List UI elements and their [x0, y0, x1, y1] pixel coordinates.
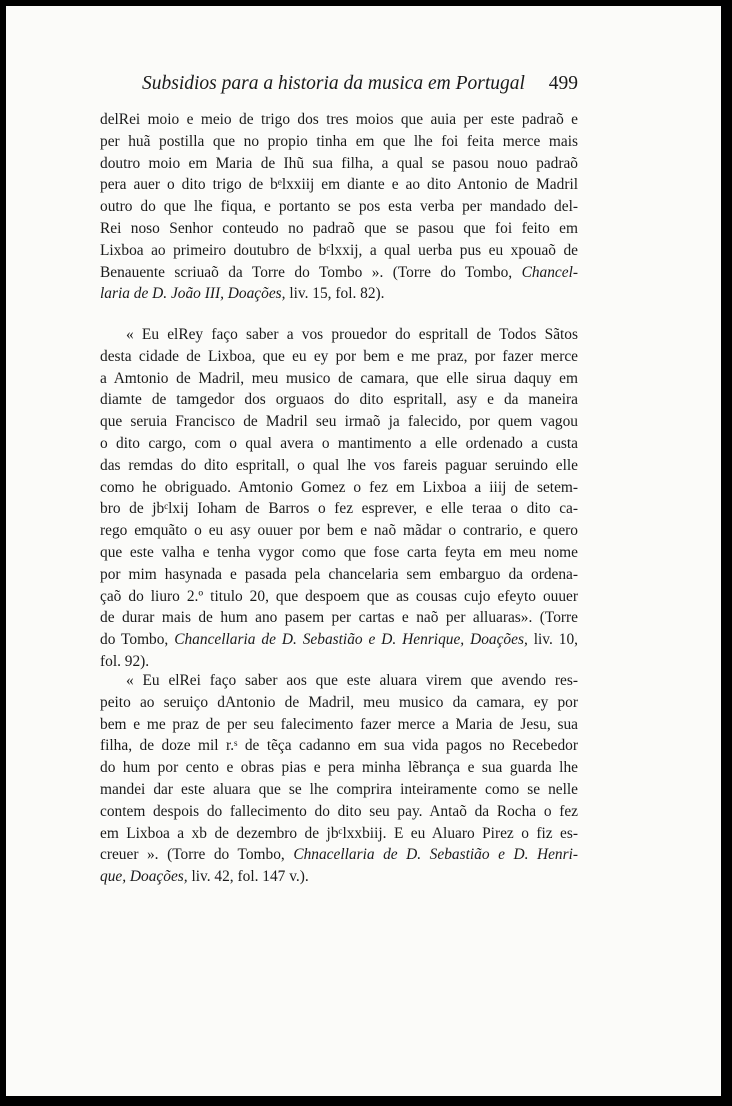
paragraph-3	[100, 670, 578, 888]
paragraph-1	[100, 109, 578, 305]
text-line: diamte de tamgedor dos orguaos do dito espritall, asy e da maneira	[100, 391, 578, 409]
text-line: a Amtonio de Madril, meu musico de camara, que elle sirua daquy em	[100, 369, 578, 387]
text-segment: liv. 10,	[527, 631, 578, 649]
running-head-title: Subsidios para a historia da musica em Portugal	[142, 73, 525, 94]
text-line: em Lixboa a xb de dezembro de jbᶜlxxbiij. E eu Aluaro Pirez o fiz es-	[100, 824, 578, 842]
text-line: como he obriguado. Amtonio Gomez o fez em Lixboa a iiij de setem-	[100, 478, 578, 496]
text-line: doutro moio em Maria de Ihũ sua filha, a qual se pasou nouo padraõ	[100, 154, 578, 172]
text-line: das remdas do dito espritall, o qual lhe vos fareis paguar seruindo elle	[100, 456, 578, 474]
paragraph-2	[100, 324, 578, 673]
italic-citation: Chnacellaria de D. Sebastião e D. Henri-	[293, 846, 578, 864]
text-line: que este valha e tenha vygor como que fose carta feyta em meu nome	[100, 543, 578, 561]
text-line: filha, de doze mil r.ˢ de tẽça cadanno em sua vida pagos no Recebedor	[100, 737, 578, 755]
text-segment: do Tombo,	[100, 631, 175, 649]
text-line: delRei moio e meio de trigo dos tres moios que auia per este padraõ e	[100, 111, 578, 128]
text-line	[100, 866, 578, 888]
text-line: rego emquãto o eu asy ouuer por bem e naõ mãdar o contrario, e quero	[100, 522, 578, 540]
text-line: « Eu elRey faço saber a vos prouedor do espritall de Todos Sãtos	[126, 326, 578, 343]
book-page	[6, 6, 721, 1096]
text-line: pera auer o dito trigo de bᵉlxxiij em diante e ao dito Antonio de Madril	[100, 176, 578, 194]
italic-citation: que, Doações,	[100, 868, 188, 886]
text-line	[100, 629, 578, 651]
text-line: do hum por cento e obras pias e pera minha lẽbrança e sua guarda lhe	[100, 759, 578, 777]
text-line: desta cidade de Lixboa, que eu ey por bem e me praz, por fazer merce	[100, 347, 578, 365]
text-line: mandei dar este aluara que se lhe comprira inteiramente como se nelle	[100, 780, 578, 798]
text-line: o dito cargo, com o qual avera o mantimento a elle ordenado a custa	[100, 434, 578, 452]
text-line: « Eu elRei faço saber aos que este aluara virem que avendo res-	[126, 672, 578, 689]
text-line: Lixboa ao primeiro doutubro de bᶜlxxij, a qual uerba pus eu xpouaõ de	[100, 241, 578, 259]
text-line: bem e me praz de per seu falecimento fazer merce a Maria de Jesu, sua	[100, 715, 578, 733]
text-line: bro de jbᶜlxij Ioham de Barros o fez esprever, e elle teraa o dito ca-	[100, 500, 578, 518]
text-line: per huã postilla que no propio tinha em que lhe foi feita merce mais	[100, 132, 578, 150]
text-line: Rei noso Senhor conteudo no padraõ que se pasou que foi feito em	[100, 219, 578, 237]
text-segment: Benauente scriuaõ da Torre do Tombo ». (Torre do Tombo,	[100, 263, 522, 281]
italic-citation: Chancellaria de D. Sebastião e D. Henrique, Doações,	[174, 631, 528, 649]
text-line: contem despois do fallecimento do dito seu pay. Antaõ da Rocha o fez	[100, 802, 578, 820]
page-number: 499	[548, 73, 578, 94]
text-line: de durar mais de hum ano pasem per cartas e naõ per alluaras». (Torre	[100, 609, 578, 627]
text-segment: creuer ». (Torre do Tombo,	[100, 846, 294, 864]
text-line: por mim hasynada e pasada pela chancelaria sem embarguo da ordena-	[100, 565, 578, 583]
text-line	[100, 844, 578, 866]
text-segment: liv. 42, fol. 147 v.).	[187, 868, 309, 886]
italic-citation: laria de D. João III, Doações,	[100, 285, 286, 303]
text-line: outro do que lhe fiqua, e portanto se pos esta verba per mandado del-	[100, 198, 578, 216]
text-line: peito ao seruiço dAntonio de Madril, meu musico da camara, ey por	[100, 693, 578, 711]
text-line	[100, 262, 578, 284]
italic-citation: Chancel-	[521, 263, 578, 281]
text-line: fol. 92).	[100, 652, 150, 670]
text-segment: liv. 15, fol. 82).	[285, 285, 385, 303]
text-line: çaõ do liuro 2.º titulo 20, que despoem que as cousas cujo efeyto ouuer	[100, 587, 578, 605]
running-head	[142, 72, 578, 96]
text-line: que seruia Francisco de Madril seu irmaõ ja falecido, por quem vagou	[100, 413, 578, 431]
text-line	[100, 283, 578, 305]
